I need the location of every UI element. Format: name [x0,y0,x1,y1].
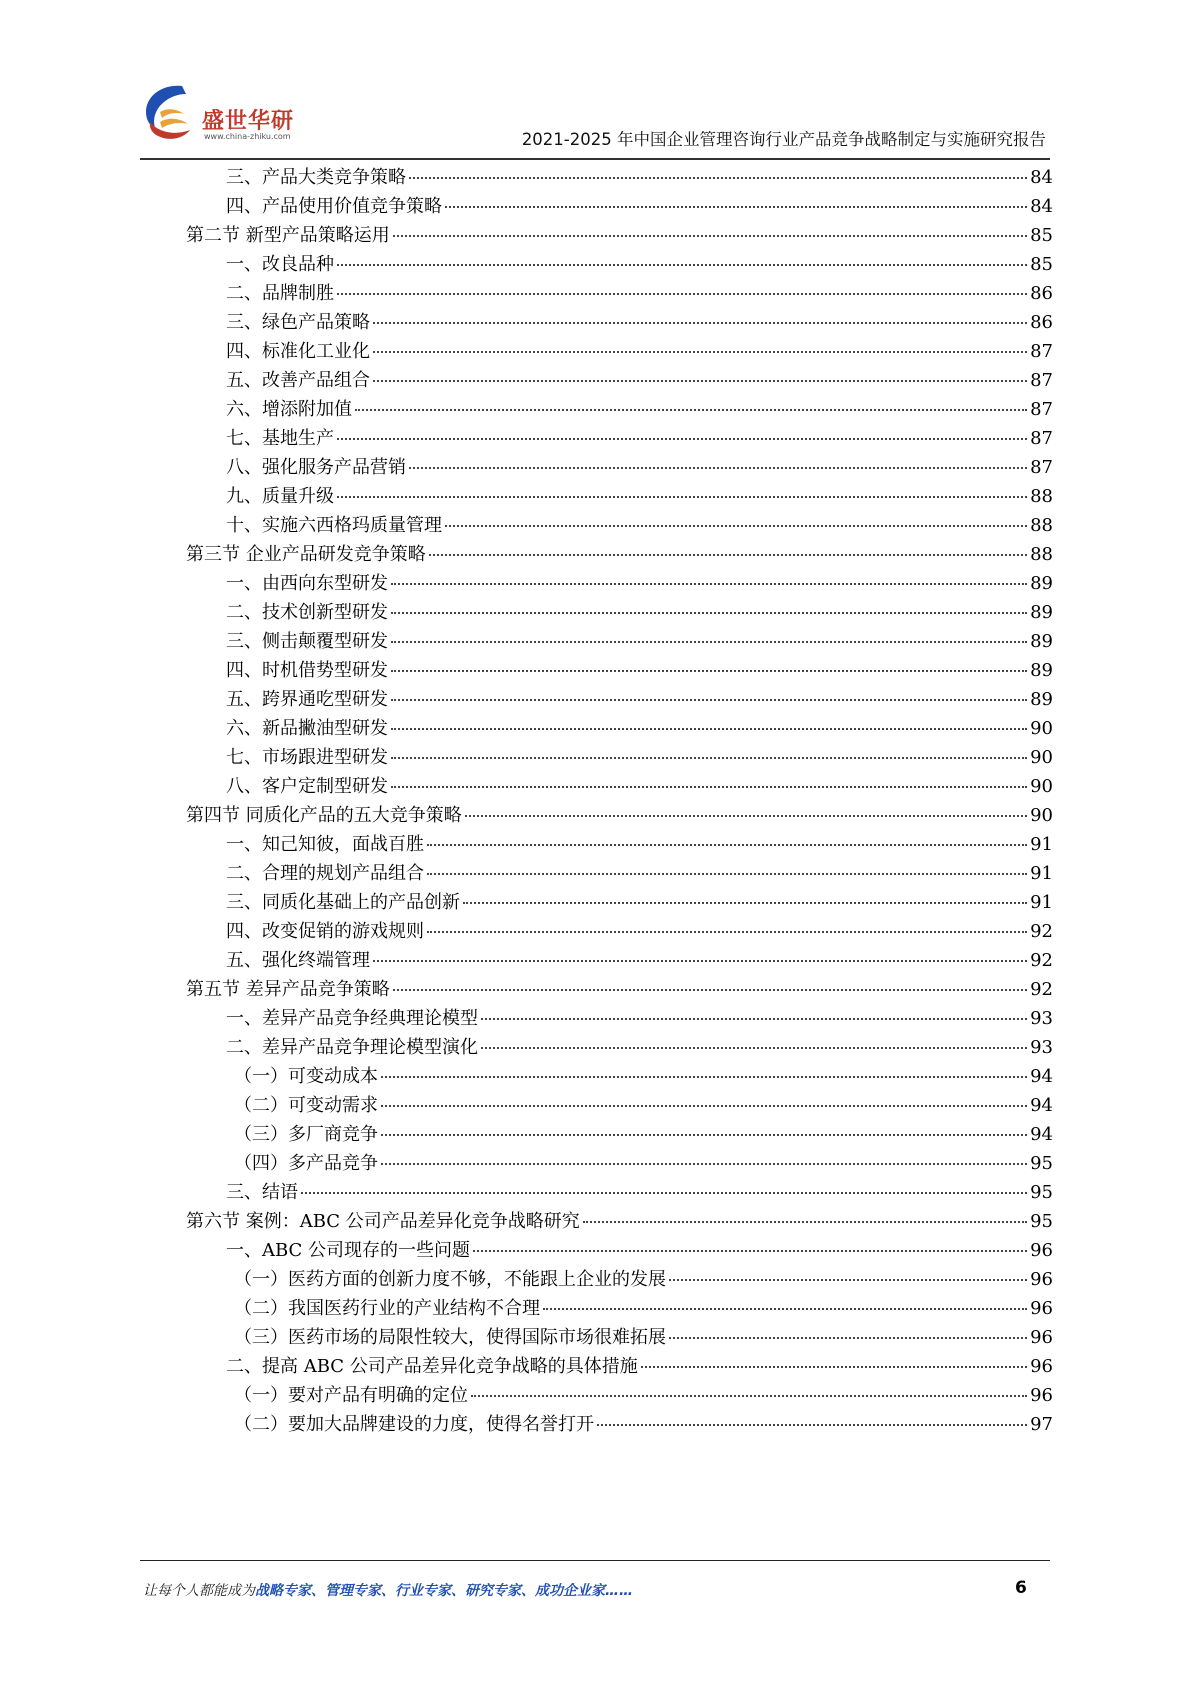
toc-entry[interactable] [226,394,1053,425]
toc-entry-title: 二、差异产品竞争理论模型演化 [226,1037,478,1058]
toc-entry[interactable] [226,742,1053,773]
toc-entry[interactable] [234,1119,1053,1150]
toc-entry-title: 一、ABC 公司现存的一些问题 [226,1240,471,1261]
toc-entry-title: 八、强化服务产品营销 [226,457,406,478]
toc-dot-leader [427,844,1027,846]
toc-entry-page: 95 [1030,1153,1053,1174]
toc-entry-title: 五、强化终端管理 [226,950,370,971]
toc-dot-leader [391,641,1027,643]
toc-entry[interactable] [234,1264,1053,1295]
toc-entry[interactable] [234,1409,1053,1440]
logo-emblem-icon [140,82,204,144]
toc-dot-leader [481,1018,1027,1020]
toc-entry[interactable] [226,597,1053,628]
footer-divider [140,1560,1050,1561]
toc-entry-title: 七、市场跟进型研发 [226,747,388,768]
toc-entry-title: 九、质量升级 [226,486,334,507]
toc-entry-title: 八、客户定制型研发 [226,776,388,797]
toc-entry-page: 91 [1030,892,1053,913]
toc-entry[interactable] [226,916,1053,947]
toc-entry-title: 七、基地生产 [226,428,334,449]
toc-entry-page: 96 [1030,1240,1053,1261]
toc-entry[interactable] [226,336,1053,367]
toc-dot-leader [465,815,1027,817]
toc-entry-page: 86 [1030,283,1053,304]
toc-entry[interactable] [226,1032,1053,1063]
toc-entry-page: 96 [1030,1356,1053,1377]
toc-entry-page: 87 [1030,370,1053,391]
report-title: 2021-2025 年中国企业管理咨询行业产品竞争战略制定与实施研究报告 [521,130,1046,149]
toc-entry-page: 96 [1030,1327,1053,1348]
toc-dot-leader [391,670,1027,672]
toc-entry-page: 89 [1030,573,1053,594]
footer-slogan [143,1580,633,1600]
toc-entry-page: 95 [1030,1182,1053,1203]
toc-dot-leader [393,235,1027,237]
toc-entry[interactable] [226,365,1053,396]
toc-dot-leader [391,728,1027,730]
toc-entry-title: 四、标准化工业化 [226,341,370,362]
toc-entry[interactable] [234,1061,1053,1092]
toc-entry[interactable] [226,481,1053,512]
toc-dot-leader [337,438,1027,440]
toc-entry-title: 一、由西向东型研发 [226,573,388,594]
toc-entry-title: 五、跨界通吃型研发 [226,689,388,710]
toc-entry[interactable] [226,713,1053,744]
toc-entry-page: 88 [1030,544,1053,565]
toc-entry-title: 三、产品大类竞争策略 [226,167,406,188]
toc-dot-leader [669,1337,1027,1339]
toc-entry-page: 84 [1030,196,1053,217]
toc-dot-leader [391,583,1027,585]
toc-entry[interactable] [226,191,1053,222]
toc-entry-title: 六、增添附加值 [226,399,352,420]
toc-dot-leader [641,1366,1027,1368]
toc-entry[interactable] [186,974,1053,1005]
toc-entry-title: 五、改善产品组合 [226,370,370,391]
toc-entry[interactable] [226,1351,1053,1382]
toc-entry[interactable] [226,945,1053,976]
toc-entry[interactable] [226,423,1053,454]
toc-entry-title: 三、绿色产品策略 [226,312,370,333]
toc-entry[interactable] [226,655,1053,686]
toc-entry[interactable] [186,220,1053,251]
toc-entry-title: 四、时机借势型研发 [226,660,388,681]
toc-entry-title: 四、产品使用价值竞争策略 [226,196,442,217]
slogan-highlight: 战略专家、管理专家、行业专家、研究专家、成功企业家…… [255,1583,633,1599]
toc-entry[interactable] [234,1090,1053,1121]
toc-entry-title: 四、改变促销的游戏规则 [226,921,424,942]
toc-dot-leader [543,1308,1027,1310]
toc-dot-leader [429,554,1027,556]
toc-entry[interactable] [234,1148,1053,1179]
toc-entry-page: 87 [1030,399,1053,420]
toc-dot-leader [481,1047,1027,1049]
toc-dot-leader [373,351,1027,353]
toc-dot-leader [445,525,1027,527]
toc-dot-leader [393,989,1027,991]
toc-entry[interactable] [226,162,1053,193]
toc-entry-title: 一、改良品种 [226,254,334,275]
toc-entry-page: 90 [1030,776,1053,797]
toc-entry-page: 87 [1030,428,1053,449]
toc-entry-title: 二、提高 ABC 公司产品差异化竞争战略的具体措施 [226,1356,638,1377]
toc-entry-page: 91 [1030,834,1053,855]
toc-dot-leader [583,1221,1027,1223]
toc-entry-page: 89 [1030,660,1053,681]
toc-entry-page: 90 [1030,805,1053,826]
toc-entry-title: （四）多产品竞争 [234,1153,378,1174]
toc-entry[interactable] [226,278,1053,309]
toc-entry-page: 90 [1030,718,1053,739]
toc-entry[interactable] [234,1322,1053,1353]
toc-entry-title: 一、差异产品竞争经典理论模型 [226,1008,478,1029]
toc-entry-title: 第五节 差异产品竞争策略 [186,979,390,1000]
toc-entry-page: 84 [1030,167,1053,188]
toc-entry-page: 91 [1030,863,1053,884]
toc-dot-leader [373,380,1027,382]
toc-entry-title: 第六节 案例：ABC 公司产品差异化竞争战略研究 [186,1211,580,1232]
toc-entry-page: 93 [1030,1008,1053,1029]
toc-entry-title: （二）可变动需求 [234,1095,378,1116]
toc-dot-leader [337,496,1027,498]
toc-dot-leader [409,467,1027,469]
toc-entry-title: 三、同质化基础上的产品创新 [226,892,460,913]
toc-entry[interactable] [226,1235,1053,1266]
toc-entry-title: 十、实施六西格玛质量管理 [226,515,442,536]
toc-entry[interactable] [226,1003,1053,1034]
toc-dot-leader [427,931,1027,933]
toc-dot-leader [381,1134,1027,1136]
toc-dot-leader [597,1424,1027,1426]
toc-entry[interactable] [226,858,1053,889]
toc-dot-leader [337,293,1027,295]
toc-entry[interactable] [234,1293,1053,1324]
toc-dot-leader [381,1076,1027,1078]
toc-dot-leader [391,757,1027,759]
toc-entry-title: 第四节 同质化产品的五大竞争策略 [186,805,462,826]
slogan-prefix: 让每个人都能成为 [143,1583,255,1599]
toc-entry[interactable] [226,249,1053,280]
toc-entry[interactable] [186,539,1053,570]
toc-dot-leader [391,699,1027,701]
toc-dot-leader [337,264,1027,266]
toc-entry[interactable] [226,307,1053,338]
toc-entry[interactable] [226,684,1053,715]
toc-entry-page: 90 [1030,747,1053,768]
toc-dot-leader [391,786,1027,788]
toc-entry-page: 97 [1030,1414,1053,1435]
toc-entry[interactable] [226,568,1053,599]
toc-dot-leader [471,1395,1027,1397]
toc-entry[interactable] [226,452,1053,483]
toc-dot-leader [355,409,1027,411]
toc-entry-page: 92 [1030,921,1053,942]
toc-entry-title: 一、知己知彼，面战百胜 [226,834,424,855]
toc-entry-title: （二）我国医药行业的产业结构不合理 [234,1298,540,1319]
toc-entry-page: 85 [1030,254,1053,275]
page-header [0,0,1191,160]
toc-entry-page: 96 [1030,1269,1053,1290]
toc-entry[interactable] [186,1206,1053,1237]
toc-entry-page: 94 [1030,1095,1053,1116]
toc-entry-title: 三、侧击颠覆型研发 [226,631,388,652]
toc-entry-page: 95 [1030,1211,1053,1232]
toc-entry[interactable] [226,771,1053,802]
toc-entry[interactable] [226,1177,1053,1208]
toc-entry-title: 六、新品撇油型研发 [226,718,388,739]
toc-entry[interactable] [226,829,1053,860]
toc-entry-page: 96 [1030,1298,1053,1319]
toc-entry-page: 93 [1030,1037,1053,1058]
toc-entry-title: 第三节 企业产品研发竞争策略 [186,544,426,565]
toc-entry-title: （三）医药市场的局限性较大，使得国际市场很难拓展 [234,1327,666,1348]
toc-dot-leader [473,1250,1027,1252]
toc-entry[interactable] [226,626,1053,657]
logo-name: 盛世华研 [202,109,295,134]
toc-entry-page: 88 [1030,515,1053,536]
toc-entry[interactable] [226,510,1053,541]
toc-entry-title: 二、品牌制胜 [226,283,334,304]
toc-entry-page: 85 [1030,225,1053,246]
page-number: 6 [1015,1578,1027,1598]
toc-entry-title: 三、结语 [226,1182,298,1203]
toc-entry[interactable] [186,800,1053,831]
logo-url: www.china-zhiku.com [204,132,291,141]
toc-dot-leader [373,960,1027,962]
toc-dot-leader [409,177,1027,179]
toc-entry-title: 二、技术创新型研发 [226,602,388,623]
toc-entry-title: （一）医药方面的创新力度不够，不能跟上企业的发展 [234,1269,666,1290]
company-logo [140,82,310,152]
toc-entry-title: 第二节 新型产品策略运用 [186,225,390,246]
toc-dot-leader [427,873,1027,875]
toc-entry-page: 94 [1030,1124,1053,1145]
toc-entry-page: 86 [1030,312,1053,333]
toc-entry[interactable] [234,1380,1053,1411]
toc-entry-page: 89 [1030,602,1053,623]
toc-entry-title: （一）要对产品有明确的定位 [234,1385,468,1406]
toc-entry-title: （二）要加大品牌建设的力度，使得名誉打开 [234,1414,594,1435]
toc-entry[interactable] [226,887,1053,918]
toc-dot-leader [669,1279,1027,1281]
toc-entry-title: 二、合理的规划产品组合 [226,863,424,884]
toc-entry-page: 94 [1030,1066,1053,1087]
toc-entry-page: 87 [1030,341,1053,362]
toc-entry-page: 87 [1030,457,1053,478]
toc-entry-title: （三）多厂商竞争 [234,1124,378,1145]
toc-dot-leader [445,206,1027,208]
toc-dot-leader [373,322,1027,324]
toc-entry-page: 88 [1030,486,1053,507]
toc-dot-leader [381,1105,1027,1107]
toc-dot-leader [381,1163,1027,1165]
toc-entry-page: 92 [1030,950,1053,971]
toc-dot-leader [391,612,1027,614]
toc-dot-leader [301,1192,1027,1194]
toc-entry-page: 89 [1030,631,1053,652]
toc-entry-page: 89 [1030,689,1053,710]
toc-dot-leader [463,902,1027,904]
header-divider [140,158,1050,160]
toc-entry-title: （一）可变动成本 [234,1066,378,1087]
toc-entry-page: 92 [1030,979,1053,1000]
toc-entry-page: 96 [1030,1385,1053,1406]
